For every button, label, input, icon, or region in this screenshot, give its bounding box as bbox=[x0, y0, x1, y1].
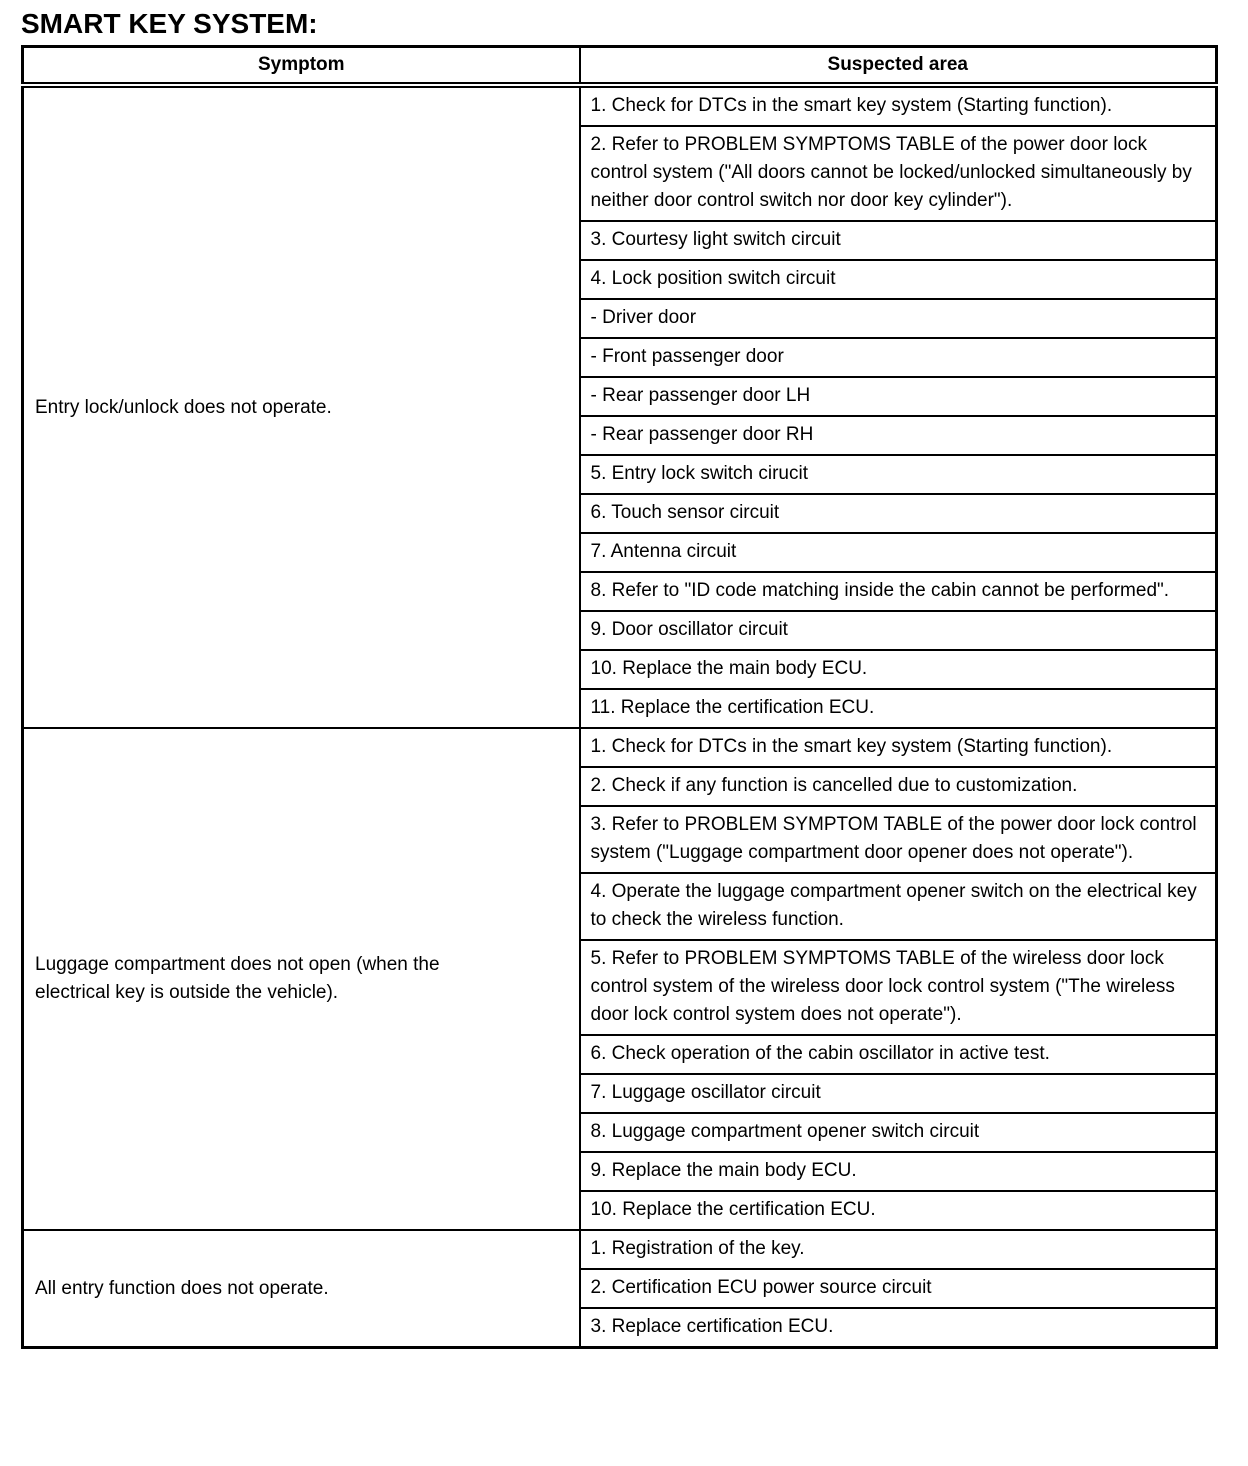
suspected-area-cell: 3. Replace certification ECU. bbox=[580, 1308, 1217, 1348]
suspected-area-cell: 1. Registration of the key. bbox=[580, 1230, 1217, 1269]
suspected-area-cell: 2. Check if any function is cancelled due to customization. bbox=[580, 767, 1217, 806]
suspected-area-cell: 11. Replace the certification ECU. bbox=[580, 689, 1217, 728]
suspected-area-cell: 6. Check operation of the cabin oscillator in active test. bbox=[580, 1035, 1217, 1074]
suspected-area-cell: 6. Touch sensor circuit bbox=[580, 494, 1217, 533]
table-header-row bbox=[23, 47, 1217, 86]
suspected-area-cell: - Driver door bbox=[580, 299, 1217, 338]
suspected-area-cell: 2. Refer to PROBLEM SYMPTOMS TABLE of the power door lock control system ("All doors cannot be locked/unlocked simultaneously by neither door control switch nor door key cylinder"). bbox=[580, 126, 1217, 221]
table-row bbox=[23, 1230, 1217, 1269]
smart-key-symptom-table bbox=[21, 45, 1218, 1349]
symptom-cell: Entry lock/unlock does not operate. bbox=[23, 85, 580, 728]
suspected-area-cell: - Front passenger door bbox=[580, 338, 1217, 377]
suspected-area-cell: 2. Certification ECU power source circuit bbox=[580, 1269, 1217, 1308]
table-row bbox=[23, 728, 1217, 767]
suspected-area-cell: 4. Operate the luggage compartment opener switch on the electrical key to check the wireless function. bbox=[580, 873, 1217, 940]
suspected-area-cell: 3. Refer to PROBLEM SYMPTOM TABLE of the power door lock control system ("Luggage compartment door opener does not operate"). bbox=[580, 806, 1217, 873]
suspected-area-cell: - Rear passenger door RH bbox=[580, 416, 1217, 455]
suspected-area-cell: 4. Lock position switch circuit bbox=[580, 260, 1217, 299]
suspected-area-cell: 3. Courtesy light switch circuit bbox=[580, 221, 1217, 260]
table-row bbox=[23, 85, 1217, 126]
suspected-area-cell: - Rear passenger door LH bbox=[580, 377, 1217, 416]
page-title: SMART KEY SYSTEM: bbox=[21, 8, 318, 39]
symptom-cell: Luggage compartment does not open (when the electrical key is outside the vehicle). bbox=[23, 728, 580, 1230]
suspected-area-cell: 1. Check for DTCs in the smart key system (Starting function). bbox=[580, 85, 1217, 126]
column-header-suspected-area: Suspected area bbox=[580, 47, 1217, 86]
suspected-area-cell: 9. Door oscillator circuit bbox=[580, 611, 1217, 650]
suspected-area-cell: 10. Replace the main body ECU. bbox=[580, 650, 1217, 689]
suspected-area-cell: 7. Antenna circuit bbox=[580, 533, 1217, 572]
suspected-area-cell: 8. Refer to "ID code matching inside the cabin cannot be performed". bbox=[580, 572, 1217, 611]
suspected-area-cell: 8. Luggage compartment opener switch circuit bbox=[580, 1113, 1217, 1152]
suspected-area-cell: 1. Check for DTCs in the smart key system (Starting function). bbox=[580, 728, 1217, 767]
suspected-area-cell: 5. Entry lock switch cirucit bbox=[580, 455, 1217, 494]
suspected-area-cell: 5. Refer to PROBLEM SYMPTOMS TABLE of the wireless door lock control system of the wireless door lock control system ("The wireless door lock control system does not operate"). bbox=[580, 940, 1217, 1035]
suspected-area-cell: 10. Replace the certification ECU. bbox=[580, 1191, 1217, 1230]
suspected-area-cell: 7. Luggage oscillator circuit bbox=[580, 1074, 1217, 1113]
suspected-area-cell: 9. Replace the main body ECU. bbox=[580, 1152, 1217, 1191]
column-header-symptom: Symptom bbox=[23, 47, 580, 86]
symptom-cell: All entry function does not operate. bbox=[23, 1230, 580, 1348]
